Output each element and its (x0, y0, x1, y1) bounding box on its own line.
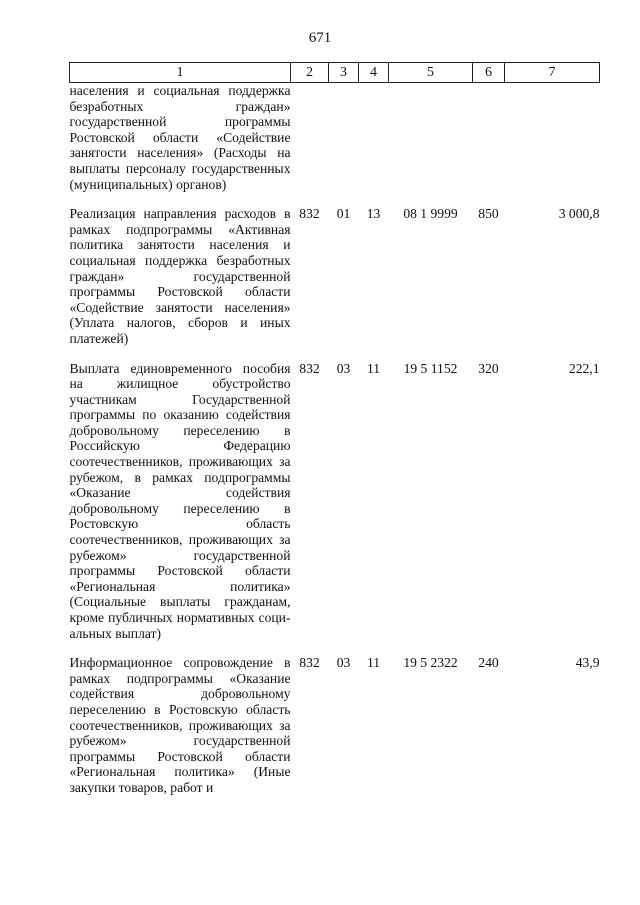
section-code: 03 (336, 655, 351, 671)
table-body (70, 83, 600, 810)
ministry-code: 832 (299, 360, 320, 376)
column-header-1: 1 (70, 63, 291, 83)
ministry-code: 832 (299, 655, 320, 671)
table-header (70, 63, 600, 83)
subsection-code: 13 (366, 206, 381, 222)
target-article-code: 19 5 2322 (403, 655, 458, 671)
amount-value: 222,1 (568, 360, 600, 376)
page-number: 671 (308, 30, 332, 46)
column-header-2: 2 (291, 63, 329, 83)
expense-type-code (473, 83, 505, 207)
row-description: Выплата единовременного пособия на жилищное обустройство участникам Государственной программы по оказанию содействия добровольному переселению в Российскую Федерацию соотечественников, проживающих за рубежом, в рамках подпрограммы «Оказание содействия добровольному переселению в Ростовскую область соотечественников, проживающих за рубежом» государственной программы Ростовской области «Региональная политика» (Социальные выплаты гражданам, кроме публичных нормативных социальных выплат) (69, 360, 291, 641)
table-row (70, 655, 600, 809)
table-row (70, 83, 600, 207)
section-code: 01 (336, 206, 351, 222)
amount-value (505, 83, 600, 207)
ministry-code: 832 (299, 206, 320, 222)
row-description: населения и социальная поддержка безработных граждан» государственной программы Ростовской области «Содействие занятости населения» (Расходы на выплаты персоналу государственных (муниципальных) органов) (69, 83, 291, 192)
subsection-code: 11 (366, 655, 381, 671)
row-description: Информационное сопровождение в рамках подпрограммы «Оказание содействия добровольному переселению в Ростовскую область соотечественников, проживающих за рубежом» государственной программы Ростовской области «Региональная политика» (Иные закупки товаров, работ и (69, 655, 291, 795)
row-description: Реализация направления расходов в рамках подпрограммы «Активная политика занятости населения и социальная поддержка безработных граждан» государственной программы Ростовской области «Содействие занятости населения» (Уплата налогов, сборов и иных платежей) (69, 206, 291, 346)
budget-table (69, 62, 600, 810)
target-article-code (389, 83, 473, 207)
column-header-3: 3 (329, 63, 359, 83)
amount-value: 3 000,8 (558, 206, 600, 222)
header-row (70, 63, 600, 83)
expense-type-code: 320 (478, 360, 499, 376)
column-header-7: 7 (505, 63, 600, 83)
section-code: 03 (336, 360, 351, 376)
subsection-code (359, 83, 389, 207)
column-header-4: 4 (359, 63, 389, 83)
table-row (70, 206, 600, 360)
column-header-5: 5 (389, 63, 473, 83)
subsection-code: 11 (366, 360, 381, 376)
amount-value: 43,9 (575, 655, 600, 671)
table-row (70, 361, 600, 656)
expense-type-code: 240 (478, 655, 499, 671)
section-code (329, 83, 359, 207)
ministry-code (291, 83, 329, 207)
target-article-code: 08 1 9999 (403, 206, 458, 222)
target-article-code: 19 5 1152 (403, 360, 458, 376)
expense-type-code: 850 (478, 206, 499, 222)
column-header-6: 6 (473, 63, 505, 83)
